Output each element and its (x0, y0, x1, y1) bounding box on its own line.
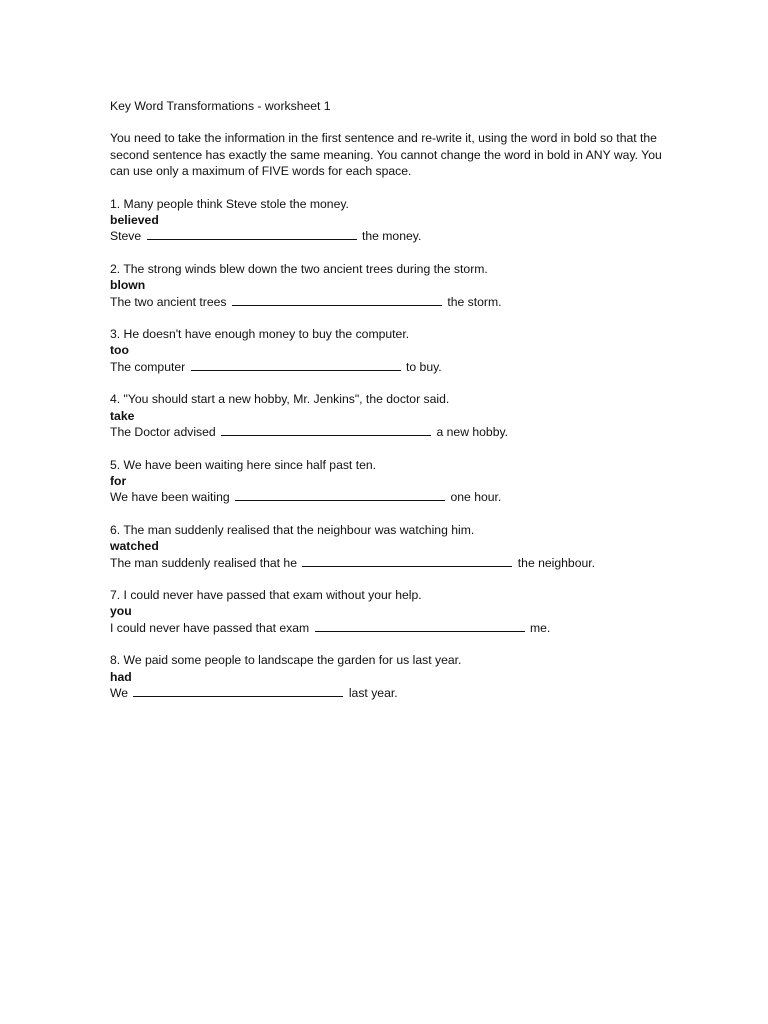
answer-line (110, 228, 680, 244)
answer-blank[interactable] (147, 228, 357, 240)
question-3 (110, 326, 680, 375)
answer-after: to buy. (405, 359, 442, 374)
question-keyword: believed (110, 213, 159, 228)
question-keyword: had (110, 669, 132, 684)
answer-after: a new hobby. (436, 425, 509, 440)
question-2 (110, 261, 680, 310)
answer-blank[interactable] (315, 620, 525, 632)
question-8 (110, 652, 680, 701)
question-prompt: 4. "You should start a new hobby, Mr. Jenkins", the doctor said. (110, 392, 450, 407)
question-prompt: 3. He doesn't have enough money to buy the computer. (110, 327, 410, 342)
answer-line (110, 489, 680, 505)
question-prompt: 2. The strong winds blew down the two ancient trees during the storm. (110, 261, 488, 276)
answer-before: Steve (110, 229, 142, 244)
question-prompt: 5. We have been waiting here since half past ten. (110, 457, 377, 472)
answer-blank[interactable] (133, 685, 343, 697)
answer-before: I could never have passed that exam (110, 620, 310, 635)
question-keyword: blown (110, 278, 146, 293)
answer-after: me. (529, 620, 551, 635)
question-keyword: take (110, 408, 135, 423)
answer-before: We have been waiting (110, 490, 230, 505)
question-1 (110, 196, 680, 245)
question-7 (110, 587, 680, 636)
worksheet-page (110, 98, 680, 717)
answer-after: one hour. (450, 490, 502, 505)
answer-line (110, 620, 680, 636)
question-6 (110, 522, 680, 571)
question-prompt: 7. I could never have passed that exam without your help. (110, 587, 422, 602)
answer-blank[interactable] (302, 555, 512, 567)
answer-blank[interactable] (221, 424, 431, 436)
question-prompt: 8. We paid some people to landscape the garden for us last year. (110, 653, 462, 668)
question-keyword: watched (110, 539, 159, 554)
question-keyword: for (110, 473, 127, 488)
answer-blank[interactable] (191, 359, 401, 371)
question-prompt: 6. The man suddenly realised that the neighbour was watching him. (110, 522, 475, 537)
answer-after: the storm. (447, 294, 502, 309)
question-prompt: 1. Many people think Steve stole the money. (110, 196, 349, 211)
answer-line (110, 294, 680, 310)
answer-line (110, 555, 680, 571)
answer-after: the neighbour. (517, 555, 596, 570)
question-keyword: you (110, 604, 132, 619)
answer-before: We (110, 685, 129, 700)
question-keyword: too (110, 343, 129, 358)
answer-blank[interactable] (235, 489, 445, 501)
answer-blank[interactable] (232, 294, 442, 306)
answer-after: last year. (348, 685, 398, 700)
answer-before: The computer (110, 359, 186, 374)
question-4 (110, 391, 680, 440)
answer-before: The Doctor advised (110, 425, 216, 440)
answer-before: The man suddenly realised that he (110, 555, 297, 570)
answer-line (110, 359, 680, 375)
answer-line (110, 685, 680, 701)
answer-line (110, 424, 680, 440)
question-5 (110, 457, 680, 506)
answer-after: the money. (361, 229, 422, 244)
instructions-paragraph: You need to take the information in the first sentence and re-write it, using the word in bold so that the second sentence has exactly the same meaning. You cannot change the word in bold in ANY way. You can use only a maximum of FIVE words for each space. (110, 131, 662, 179)
answer-before: The two ancient trees (110, 294, 227, 309)
worksheet-title: Key Word Transformations - worksheet 1 (110, 99, 331, 113)
